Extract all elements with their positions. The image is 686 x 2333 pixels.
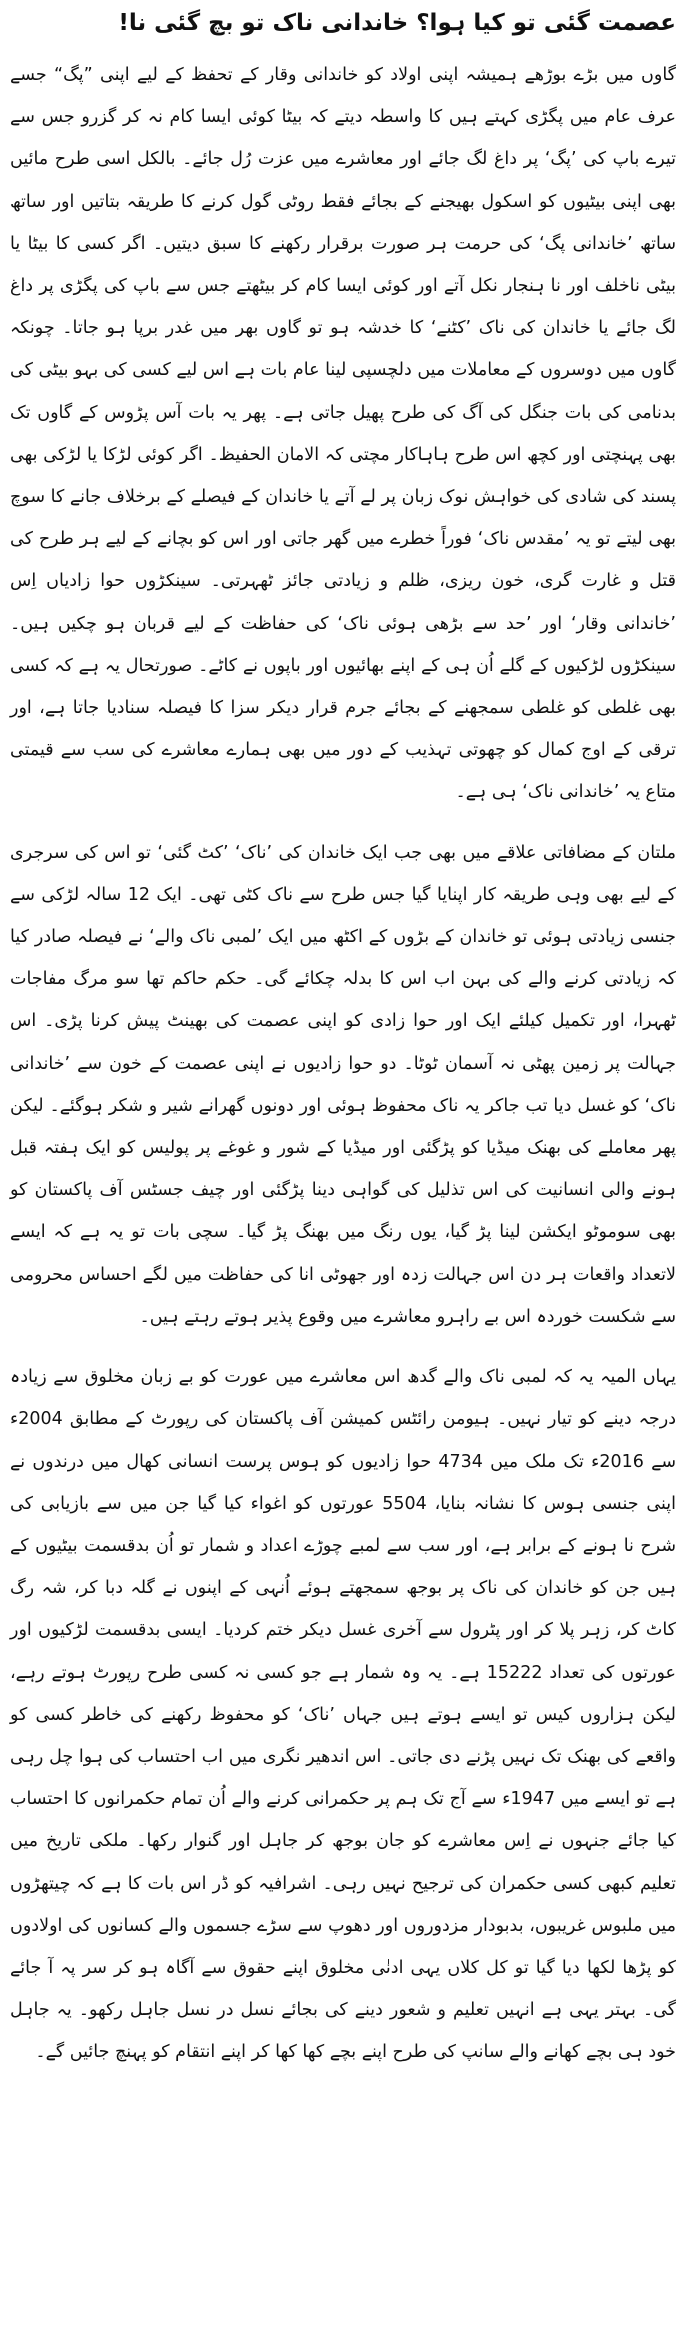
- article-paragraph: گاوں میں بڑے بوڑھے ہمیشہ اپنی اولاد کو خاندانی وقار کے تحفظ کے لیے اپنی ”پگ“ جسے عرف عام میں پگڑی کہتے ہیں کا واسطہ دیتے کہ بیٹا کوئی ایسا کام نہ کر گزرو جس سے تیرے باپ کی ’پگ‘ پر داغ لگ جائے اور معاشرے میں عزت رُل جائے۔ بالکل اسی طرح مائیں بھی اپنی بیٹیوں کو اسکول بھیجنے کے بجائے فقط روٹی گول کرنے کا طریقہ بتاتیں اور ساتھ ساتھ ’خاندانی پگ‘ کی حرمت ہر صورت برقرار رکھنے کا سبق دیتیں۔ اگر کسی کا بیٹا یا بیٹی ناخلف اور نا ہنجار نکل آتے اور کوئی ایسا کام کر بیٹھتے جس سے باپ کی پگڑی پر داغ لگ جائے یا خاندان کی ناک ’کٹنے‘ کا خدشہ ہو تو گاوں بھر میں غدر برپا ہو جاتا۔ چونکہ گاوں میں دوسروں کے معاملات میں دلچسپی لینا عام بات ہے اس لیے کسی کی بہو بیٹی کی بدنامی کی بات جنگل کی آگ کی طرح پھیل جاتی ہے۔ پھر یہ بات آس پڑوس کے گاوں تک بھی پہنچتی اور کچھ اس طرح ہاہاکار مچتی کہ الامان الحفیظ۔ اگر کوئی لڑکا یا لڑکی بھی پسند کی شادی کی خواہش نوک زبان پر لے آتے یا خاندان کے فیصلے کے برخلاف جانے کا سوچ بھی لیتے تو یہ ’مقدس ناک‘ فوراً خطرے میں گھر جاتی اور اس کو بچانے کے لیے ہر طرح کی قتل و غارت گری، خون ریزی، ظلم و زیادتی جائز ٹھہرتی۔ سینکڑوں حوا زادیاں اِس ’خاندانی وقار‘ اور ’حد سے بڑھی ہوئی ناک‘ کی حفاظت کے لیے قربان ہو چکیں ہیں۔ سینکڑوں لڑکیوں کے گلے اُن ہی کے اپنے بھائیوں اور باپوں نے کاٹے۔ صورتحال یہ ہے کہ کسی بھی غلطی کو غلطی سمجھنے کے بجائے جرم قرار دیکر سزا کا فیصلہ سنادیا جاتا ہے، اور ترقی کے اوج کمال کو چھوتی تہذیب کے دور میں بھی ہمارے معاشرے کی سب سے قیمتی متاع یہ ’خاندانی ناک‘ ہی ہے۔: [10, 65, 676, 803]
- article-paragraph: یہاں المیہ یہ کہ لمبی ناک والے گدھ اس معاشرے میں عورت کو بے زبان مخلوق سے زیادہ درجہ دینے کو تیار نہیں۔ ہیومن رائٹس کمیشن آف پاکستان کی رپورٹ کے مطابق 2004ء سے 2016ء تک ملک میں 4734 حوا زادیوں کو ہوس پرست انسانی کھال میں درندوں نے اپنی جنسی ہوس کا نشانہ بنایا، 5504 عورتوں کو اغواء کیا گیا جن میں سے بازیابی کی شرح نا ہونے کے برابر ہے، اور سب سے لمبے چوڑے اعداد و شمار تو اُن بدقسمت بیٹیوں کے ہیں جن کو خاندان کی ناک پر بوجھ سمجھتے ہوئے اُنہی کے اپنوں نے گلہ دبا کر، شہ رگ کاٹ کر، زہر پلا کر اور پٹرول سے آخری غسل دیکر ختم کردیا۔ ایسی بدقسمت لڑکیوں اور عورتوں کی تعداد 15222 ہے۔ یہ وہ شمار ہے جو کسی نہ کسی طرح رپورٹ ہوتے رہے، لیکن ہزاروں کیس تو ایسے ہوتے ہیں جہاں ’ناک‘ کو محفوظ رکھنے کی خاطر کسی کو واقعے کی بھنک تک نہیں پڑنے دی جاتی۔ اس اندھیر نگری میں اب احتساب کی ہوا چل رہی ہے تو ایسے میں 1947ء سے آج تک ہم پر حکمرانی کرنے والے اُن تمام حکمرانوں کا احتساب کیا جائے جنہوں نے اِس معاشرے کو جان بوجھ کر جاہل اور گنوار رکھا۔ ملکی تاریخ میں تعلیم کبھی کسی حکمران کی ترجیح نہیں رہی۔ اشرافیہ کو ڈر اس بات کا ہے کہ چیتھڑوں میں ملبوس غریبوں، بدبودار مزدوروں اور دھوپ سے سڑے جسموں والے کسانوں کی اولادوں کو پڑھا لکھا دیا گیا تو کل کلاں یہی ادنٰی مخلوق اپنے حقوق سے آگاہ ہو کر سر پہ آ جائے گی۔ بہتر یہی ہے انہیں تعلیم و شعور دینے کی بجائے نسل در نسل جاہل رکھو۔ یہ جاہل خود ہی بچے کھانے والے سانپ کی طرح اپنے بچے کھا کھا کر اپنے انتقام کو پہنچ جائیں گے۔: [10, 1367, 676, 2063]
- article-title: عصمت گئی تو کیا ہوا؟ خاندانی ناک تو بچ گئی نا!: [118, 10, 676, 36]
- article-paragraph: ملتان کے مضافاتی علاقے میں بھی جب ایک خاندان کی ’ناک‘ ’کٹ گئی‘ تو اس کی سرجری کے لیے بھی وہی طریقہ کار اپنایا گیا جس طرح سے ناک کٹی تھی۔ ایک 12 سالہ لڑکی سے جنسی زیادتی ہوئی تو خاندان کے بڑوں کے اکٹھ میں ایک ’لمبی ناک والے‘ نے فیصلہ صادر کیا کہ زیادتی کرنے والے کی بہن اب اس کا بدلہ چکائے گی۔ حکم حاکم تھا سو مرگ مفاجات ٹھہرا، اور تکمیل کیلئے ایک اور حوا زادی کو اپنی عصمت کی بھینٹ پیش کرنا پڑی۔ اس جہالت پر زمین پھٹی نہ آسمان ٹوٹا۔ دو حوا زادیوں نے اپنی عصمت کے خون سے ’خاندانی ناک‘ کو غسل دیا تب جاکر یہ ناک محفوظ ہوئی اور دونوں گھرانے شیر و شکر ہوگئے۔ لیکن پھر معاملے کی بھنک میڈیا کو پڑگئی اور میڈیا کے شور و غوغے پر پولیس کو ایک ہفتہ قبل ہونے والی انسانیت کی اس تذلیل کی گواہی دینا پڑگئی اور چیف جسٹس آف پاکستان کو بھی سوموٹو ایکشن لینا پڑ گیا، یوں رنگ میں بھنگ پڑ گیا۔ سچی بات تو یہ ہے کہ ایسے لاتعداد واقعات ہر دن اس جہالت زدہ اور جھوٹی انا کی حفاظت میں لگے احساس محرومی سے شکست خوردہ اس بے راہرو معاشرے میں وقوع پذیر ہوتے رہتے ہیں۔: [10, 842, 677, 1327]
